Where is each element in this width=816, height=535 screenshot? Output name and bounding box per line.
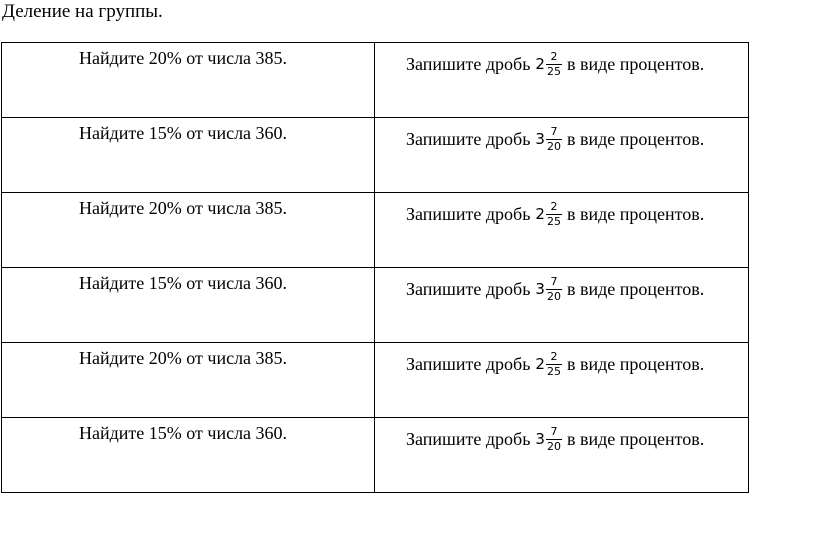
task-prefix: Запишите дробь <box>406 428 531 449</box>
task-prefix: Запишите дробь <box>406 53 531 74</box>
fraction-denominator: 25 <box>546 64 561 78</box>
table-row <box>2 268 749 343</box>
fraction-denominator: 25 <box>546 364 561 378</box>
table-row <box>2 193 749 268</box>
task-cell-fraction <box>375 193 749 268</box>
task-prefix: Запишите дробь <box>406 278 531 299</box>
fraction-numerator: 2 <box>550 49 558 63</box>
fraction-whole: 2 <box>535 205 545 223</box>
fraction-denominator: 20 <box>546 439 561 453</box>
task-cell-fraction <box>375 43 749 118</box>
task-suffix: в виде процентов. <box>566 428 705 449</box>
task-percent-text: Найдите 20% от числа 385. <box>79 198 288 218</box>
task-prefix: Запишите дробь <box>406 128 531 149</box>
fraction-numerator: 7 <box>550 124 558 138</box>
task-percent-text: Найдите 15% от числа 360. <box>79 423 288 443</box>
task-suffix: в виде процентов. <box>566 203 705 224</box>
table-row <box>2 43 749 118</box>
fraction-denominator: 25 <box>546 214 561 228</box>
fraction-denominator: 20 <box>546 139 561 153</box>
task-cell-fraction <box>375 343 749 418</box>
task-cell-percent <box>2 343 375 418</box>
tasks-table <box>1 42 749 493</box>
task-prefix: Запишите дробь <box>406 203 531 224</box>
task-fraction-text <box>375 118 748 159</box>
fraction-whole: 3 <box>535 130 545 148</box>
task-cell-percent <box>2 43 375 118</box>
task-suffix: в виде процентов. <box>566 53 705 74</box>
task-fraction-text <box>375 43 748 84</box>
fraction <box>546 126 562 153</box>
fraction <box>546 201 562 228</box>
fraction <box>546 426 562 453</box>
task-cell-percent <box>2 118 375 193</box>
task-fraction-text <box>375 418 748 459</box>
table-row <box>2 343 749 418</box>
fraction-whole: 3 <box>535 280 545 298</box>
task-prefix: Запишите дробь <box>406 353 531 374</box>
task-cell-percent <box>2 268 375 343</box>
task-suffix: в виде процентов. <box>566 128 705 149</box>
task-percent-text: Найдите 15% от числа 360. <box>79 273 288 293</box>
task-suffix: в виде процентов. <box>566 278 705 299</box>
task-cell-percent <box>2 193 375 268</box>
task-percent-text: Найдите 20% от числа 385. <box>79 48 288 68</box>
task-cell-fraction <box>375 418 749 493</box>
table-row <box>2 418 749 493</box>
task-cell-fraction <box>375 118 749 193</box>
task-fraction-text <box>375 268 748 309</box>
task-percent-text: Найдите 15% от числа 360. <box>79 123 288 143</box>
fraction-whole: 2 <box>535 355 545 373</box>
fraction <box>546 276 562 303</box>
fraction-numerator: 7 <box>550 424 558 438</box>
fraction-numerator: 2 <box>550 349 558 363</box>
fraction-numerator: 2 <box>550 199 558 213</box>
task-fraction-text <box>375 343 748 384</box>
fraction <box>546 51 562 78</box>
task-cell-percent <box>2 418 375 493</box>
fraction-whole: 3 <box>535 430 545 448</box>
fraction-whole: 2 <box>535 55 545 73</box>
table-row <box>2 118 749 193</box>
fraction <box>546 351 562 378</box>
task-cell-fraction <box>375 268 749 343</box>
task-fraction-text <box>375 193 748 234</box>
page-title: Деление на группы. <box>2 1 163 22</box>
fraction-numerator: 7 <box>550 274 558 288</box>
fraction-denominator: 20 <box>546 289 561 303</box>
task-percent-text: Найдите 20% от числа 385. <box>79 348 288 368</box>
task-suffix: в виде процентов. <box>566 353 705 374</box>
